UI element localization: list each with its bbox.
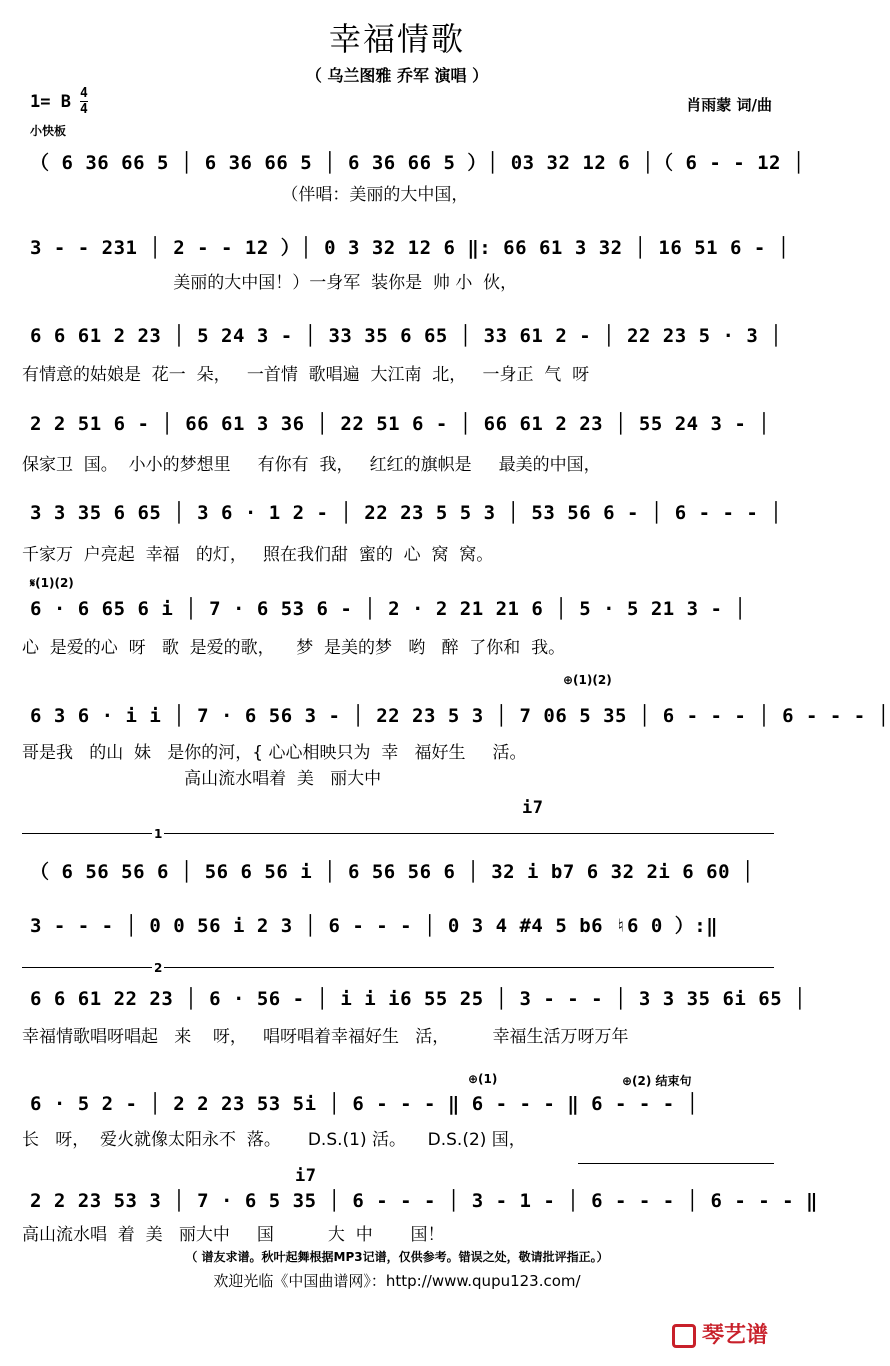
lyrics-line-4: 保家卫 国。 小小的梦想里 有你有 我， 红红的旗帜是 最美的中国， <box>22 455 601 475</box>
coda-2-mark: ⊕(2) 结束句 <box>622 1074 692 1088</box>
score-line-2: 3 - - 231 │ 2 - - 12 ）│ 0 3 32 12 6 ‖: 66 61 3 32 │ 16 51 6 - │ <box>30 237 790 259</box>
score-line-9: 3 - - - │ 0 0 56 i 2 3 │ 6 - - - │ 0 3 4 #4 5 b6 ♮6 0 ）:‖ <box>30 915 719 937</box>
segno-mark: 𝄋(1)(2) <box>30 576 74 590</box>
singers-line: （ 乌兰图雅 乔军 演唱 ） <box>305 66 489 85</box>
coda-1-mark: ⊕(1) <box>468 1072 498 1086</box>
final-tie-line <box>578 1163 774 1164</box>
key-signature: 1= B <box>30 92 71 112</box>
lyrics-line-1: （伴唱：美丽的大中国， <box>22 185 469 205</box>
song-title: 幸福情歌 <box>328 20 465 58</box>
welcome-line: 欢迎光临《中国曲谱网》：http://www.qupu123.com/ <box>213 1272 581 1290</box>
lyrics-line-10: 幸福情歌唱呀唱起 来 呀， 唱呀唱着幸福好生 活， 幸福生活万呀万年 <box>22 1027 629 1047</box>
lyrics-line-12: 高山流水唱 着 美 丽大中 国 大 中 国！ <box>22 1225 445 1245</box>
volta-1-label: 1 <box>154 827 163 841</box>
lyrics-line-3: 有情意的姑娘是 花一 朵， 一首情 歌唱遍 大江南 北， 一身正 气 呀 <box>22 365 590 385</box>
site-logo <box>672 1318 768 1349</box>
score-line-7: 6 3 6 · i i │ 7 · 6 56 3 - │ 22 23 5 3 │ 7 06 5 35 │ 6 - - - │ 6 - - - │ <box>30 705 890 727</box>
logo-icon <box>672 1324 696 1348</box>
time-bottom: 4 <box>80 102 88 117</box>
score-line-10: 6 6 61 22 23 │ 6 · 56 - │ i i i6 55 25 │ 3 - - - │ 3 3 35 6i 65 │ <box>30 988 807 1010</box>
lyrics-line-6: 心 是爱的心 呀 歌 是爱的歌， 梦 是美的梦 哟 醉 了你和 我。 <box>22 638 566 658</box>
volta-line-1 <box>22 833 774 834</box>
logo-text: 琴艺谱 <box>701 1323 768 1348</box>
time-signature <box>80 86 88 117</box>
score-line-12: 2 2 23 53 3 │ 7 · 6 5 35 │ 6 - - - │ 3 - 1 - │ 6 - - - │ 6 - - - ‖ <box>30 1190 818 1212</box>
volta-2-label: 2 <box>154 961 163 975</box>
time-top: 4 <box>80 86 88 101</box>
score-line-8: （ 6 56 56 6 │ 56 6 56 i │ 6 56 56 6 │ 32 i b7 6 32 2i 6 60 │ <box>30 861 754 883</box>
score-line-5: 3 3 35 6 65 │ 3 6 · 1 2 - │ 22 23 5 5 3 │ 53 56 6 - │ 6 - - - │ <box>30 502 783 524</box>
score-line-4: 2 2 51 6 - │ 66 61 3 36 │ 22 51 6 - │ 66 61 2 23 │ 55 24 3 - │ <box>30 413 771 435</box>
lyrics-line-5: 千家万 户亮起 幸福 的灯， 照在我们甜 蜜的 心 窝 窝。 <box>22 545 494 565</box>
score-line-3: 6 6 61 2 23 │ 5 24 3 - │ 33 35 6 65 │ 33 61 2 - │ 22 23 5 · 3 │ <box>30 325 783 347</box>
transcriber-note: （ 谱友求谱。秋叶起舞根据MP3记谱，仅供参考。错误之处，敬请批评指正。） <box>185 1250 609 1264</box>
lyrics-line-7b: 高山流水唱着 美 丽大中 <box>22 769 382 789</box>
lyricist-composer: 肖雨蒙 词/曲 <box>686 96 772 114</box>
lyrics-line-7a: 哥是我 的山 妹 是你的河，{ 心心相映只为 幸 福好生 活。 <box>22 743 527 763</box>
volta-line-2 <box>22 967 774 968</box>
lyrics-line-11: 长 呀， 爱火就像太阳永不 落。 D.S.(1) 活。 D.S.(2) 国， <box>22 1130 526 1150</box>
score-line-7-extra: i7 <box>522 798 544 818</box>
score-line-1: （ 6 36 66 5 │ 6 36 66 5 │ 6 36 66 5 ）│ 03 32 12 6 │（ 6 - - 12 │ <box>30 152 805 174</box>
score-line-6: 6 · 6 65 6 i │ 7 · 6 53 6 - │ 2 · 2 21 21 6 │ 5 · 5 21 3 - │ <box>30 598 747 620</box>
score-line-11: 6 · 5 2 - │ 2 2 23 53 5i │ 6 - - - ‖ 6 - - - ‖ 6 - - - │ <box>30 1093 699 1115</box>
lyrics-line-2: 美丽的大中国！）一身军 装你是 帅 小 伙， <box>22 273 518 293</box>
score-line-12-extra: i7 <box>295 1166 317 1186</box>
tempo-marking: 小快板 <box>30 124 67 138</box>
coda-mark: ⊕(1)(2) <box>563 673 612 687</box>
